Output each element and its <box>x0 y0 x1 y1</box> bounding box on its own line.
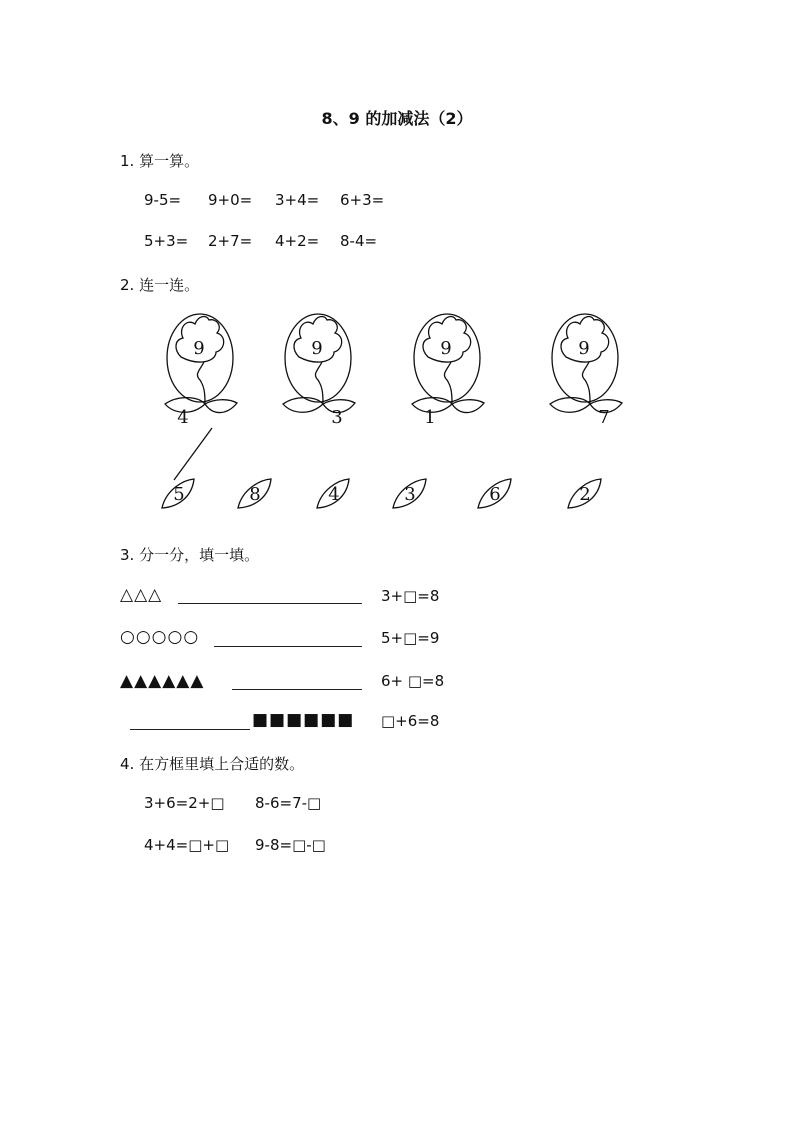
q3-equation: 5+□=9 <box>381 629 440 647</box>
flower-matching-figure <box>0 300 794 530</box>
q1-heading: 1. 算一算。 <box>120 152 200 170</box>
flower-stem <box>197 362 205 403</box>
shape-group: ○○○○○ <box>120 627 200 647</box>
example-connection-line <box>174 428 212 480</box>
q1-equation: 8-4= <box>340 232 378 250</box>
flower <box>412 314 484 413</box>
loose-leaf-number: 8 <box>249 484 261 505</box>
q1-equation: 3+4= <box>275 191 320 209</box>
answer-line[interactable] <box>214 646 362 647</box>
loose-leaf-number: 3 <box>404 484 416 505</box>
flower-stem <box>444 362 452 403</box>
q4-equation: 4+4=□+□ <box>144 836 230 854</box>
flower-leaf-number: 3 <box>331 407 343 428</box>
flower-leaf-number: 7 <box>598 407 610 428</box>
q2-heading: 2. 连一连。 <box>120 276 200 294</box>
q1-equation: 9+0= <box>208 191 253 209</box>
shape-group: ■■■■■■ <box>252 710 355 730</box>
q1-equation: 5+3= <box>144 232 189 250</box>
q4-equation: 3+6=2+□ <box>144 794 225 812</box>
flower-center-number: 9 <box>440 338 452 359</box>
flower-center-number: 9 <box>578 338 590 359</box>
flower-leaf <box>550 398 590 413</box>
flower <box>165 314 237 413</box>
q4-equation: 9-8=□-□ <box>255 836 326 854</box>
q1-equation: 6+3= <box>340 191 385 209</box>
q1-equation: 9-5= <box>144 191 182 209</box>
q1-equation: 2+7= <box>208 232 253 250</box>
flower-center-number: 9 <box>311 338 323 359</box>
flower <box>550 314 622 413</box>
q4-heading: 4. 在方框里填上合适的数。 <box>120 755 305 773</box>
loose-leaf-number: 2 <box>579 484 591 505</box>
loose-leaf-number: 6 <box>489 484 501 505</box>
q3-equation: □+6=8 <box>381 712 440 730</box>
flower-leaf <box>283 398 323 413</box>
answer-line[interactable] <box>178 603 362 604</box>
flower-leaf-number: 4 <box>177 407 189 428</box>
q3-equation: 3+□=8 <box>381 587 440 605</box>
loose-leaf-number: 5 <box>173 484 185 505</box>
q1-equation: 4+2= <box>275 232 320 250</box>
q4-equation: 8-6=7-□ <box>255 794 322 812</box>
shape-group: △△△ <box>120 585 163 605</box>
flower-leaf-number: 1 <box>424 407 436 428</box>
flower-leaf <box>452 400 484 413</box>
answer-line[interactable] <box>130 729 250 730</box>
q3-equation: 6+ □=8 <box>381 672 445 690</box>
shape-group: ▲▲▲▲▲▲ <box>120 671 205 691</box>
flower-stem <box>582 362 590 403</box>
flower <box>283 314 355 413</box>
loose-leaf-number: 4 <box>328 484 340 505</box>
answer-line[interactable] <box>232 689 362 690</box>
page-title: 8、9 的加减法（2） <box>321 109 473 128</box>
q3-heading: 3. 分一分，填一填。 <box>120 546 260 564</box>
flower-center-number: 9 <box>193 338 205 359</box>
flower-stem <box>315 362 323 403</box>
flower-leaf <box>205 400 237 413</box>
